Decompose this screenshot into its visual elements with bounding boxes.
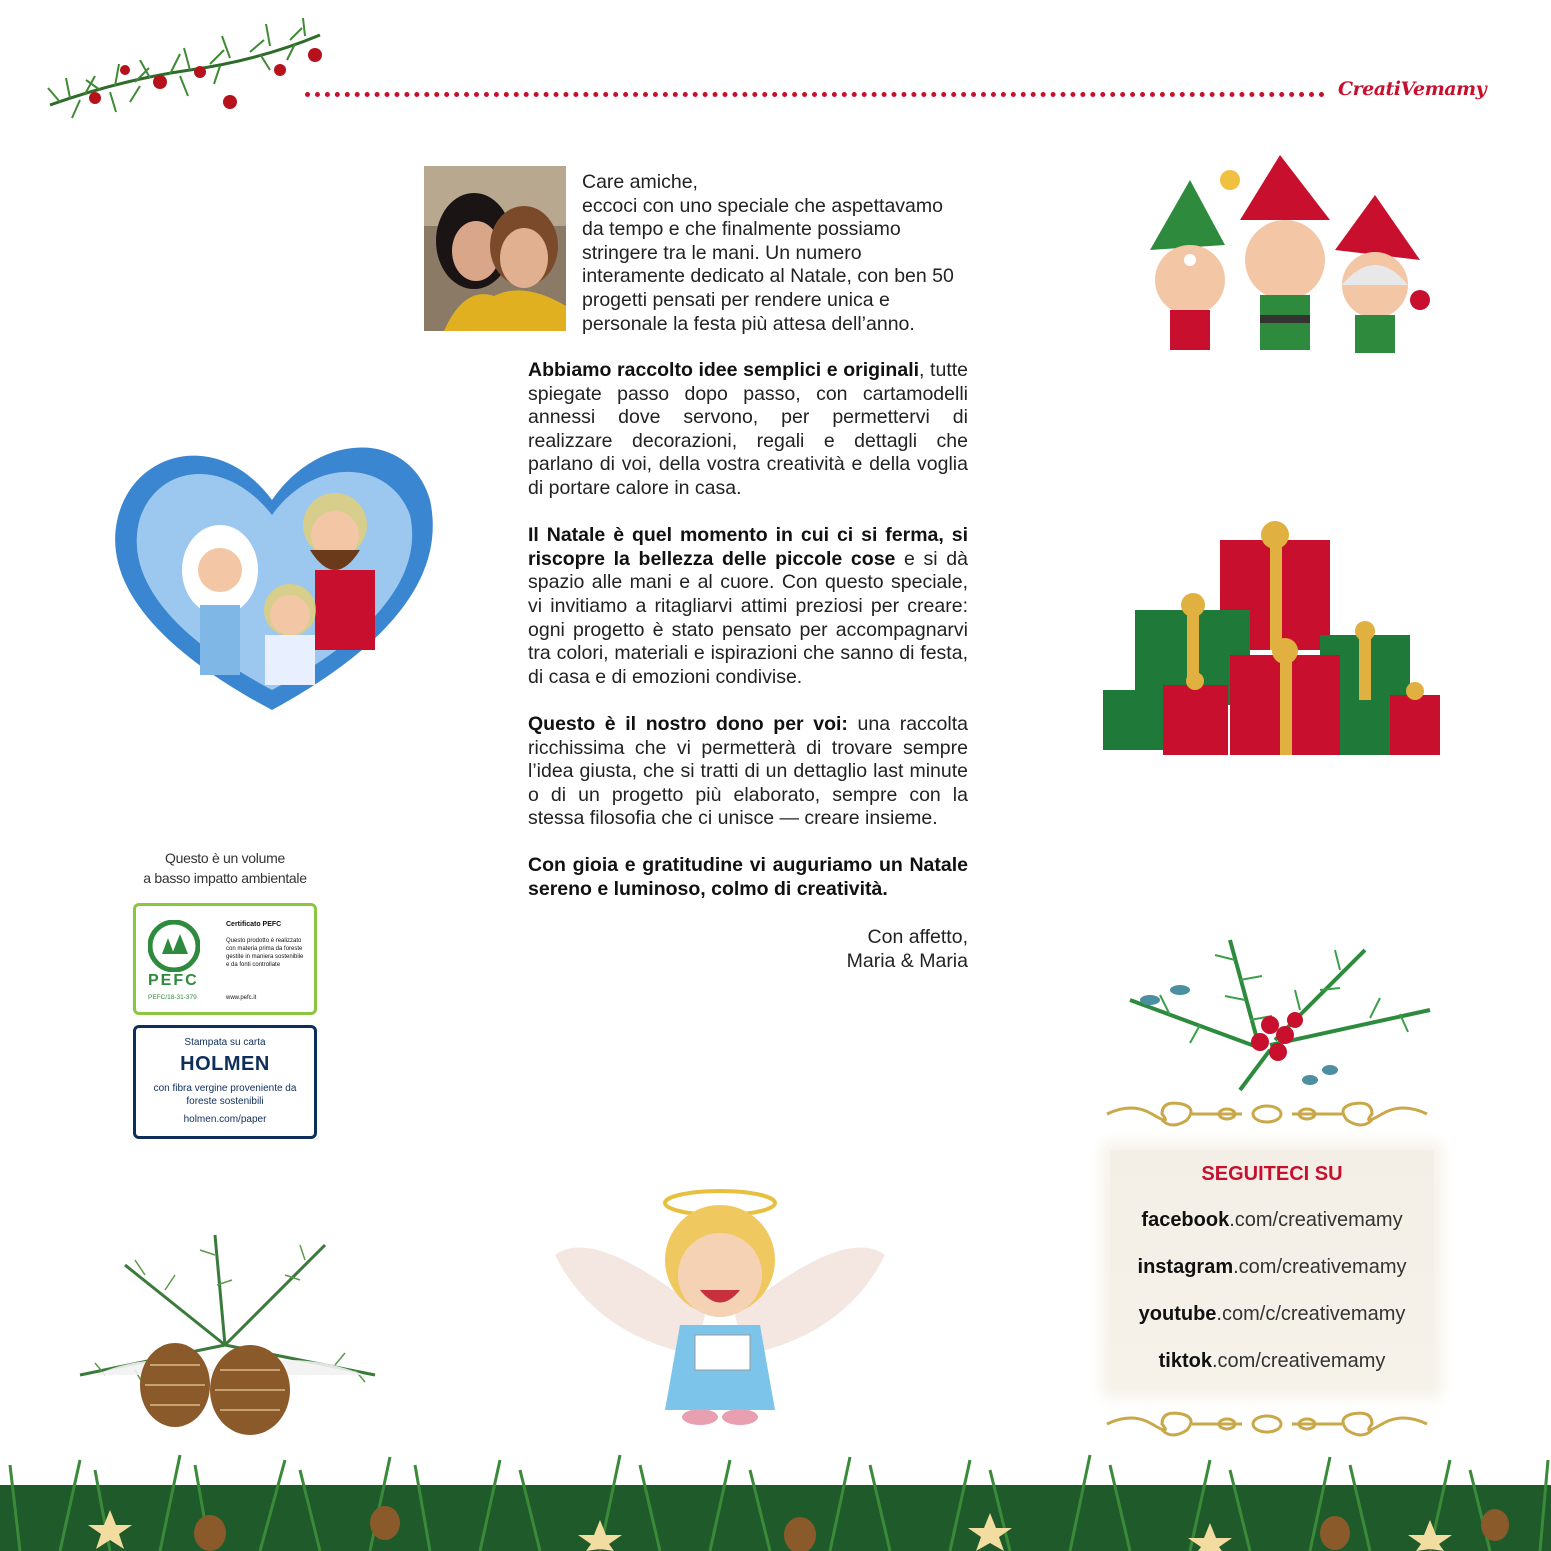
pine-border-icon: [0, 1445, 1551, 1551]
paragraph: [528, 854, 968, 901]
elves-icon: [1130, 150, 1440, 370]
social-link-path: .com/creativemamy: [1211, 1350, 1386, 1372]
social-link-name: instagram: [1137, 1256, 1234, 1278]
social-link-path: .com/c/creativemamy: [1216, 1303, 1406, 1325]
pefc-code: PEFC/18-31-379: [148, 994, 197, 1001]
pefc-cert-title: Certificato PEFC: [226, 921, 282, 928]
signoff-line: Con affetto,: [867, 926, 968, 948]
facebook-link[interactable]: [1110, 1209, 1434, 1232]
paragraph-text: una raccolta ricchissima che vi permetterà di trovare sempre l’idea giusta, che si tratti di un dettaglio last minute o di un progetto più elaborato, sempre con la stessa filosofia che ci unisce — creare insieme.: [528, 712, 969, 830]
holmen-wordmark: HOLMEN: [180, 1053, 270, 1075]
intro-paragraph: [582, 171, 968, 336]
youtube-link[interactable]: [1110, 1303, 1434, 1326]
brand-logo: CreatiVemamy: [1338, 78, 1487, 100]
holmen-url: holmen.com/paper: [183, 1114, 267, 1125]
pefc-badge: [133, 903, 317, 1015]
nativity-heart-icon: [100, 420, 445, 720]
paragraph: [528, 359, 968, 501]
holly-sprig-icon: [1110, 930, 1440, 1100]
instagram-link[interactable]: [1110, 1256, 1434, 1279]
pefc-wordmark: PEFC: [148, 972, 199, 989]
social-title: SEGUITECI SU: [1201, 1163, 1343, 1185]
social-panel: [1110, 1150, 1434, 1390]
signoff: [700, 925, 968, 973]
angel-icon: [555, 1185, 885, 1435]
holmen-line: Stampata su carta: [184, 1037, 266, 1048]
intro-text: eccoci con uno speciale che aspettavamo da tempo e che finalmente possiamo stringere tra le mani. Un numero interamente dedicato al Natale, con ben 50 progetti pensati per rendere unica e personale la festa più attesa dell’anno.: [582, 194, 954, 335]
paragraph: [528, 713, 968, 831]
garland-icon: [40, 10, 330, 130]
pinecones-icon: [65, 1225, 390, 1435]
holmen-line: con fibra vergine proveniente da foreste sostenibili: [153, 1083, 297, 1107]
tiktok-link[interactable]: [1110, 1350, 1434, 1373]
pefc-url: www.pefc.it: [226, 995, 257, 1001]
gift-boxes-icon: [1095, 515, 1445, 760]
paragraph-lead: Abbiamo raccolto idee semplici e originali: [528, 359, 920, 381]
greeting: Care amiche,: [582, 171, 698, 193]
paragraph: [528, 524, 968, 689]
flourish-divider-icon: [1102, 1402, 1432, 1444]
social-link-name: tiktok: [1158, 1350, 1212, 1372]
flourish-divider-icon: [1102, 1092, 1432, 1134]
eco-note-line: a basso impatto ambientale: [143, 870, 307, 886]
paragraph-lead: Il Natale è quel momento in cui ci si ferma, si riscopre la bellezza delle piccole cose: [528, 524, 968, 570]
paragraph-text: , tutte spiegate passo dopo passo, con cartamodelli annessi dove servono, per permettervi di realizzare decorazioni, regali e dettagli che parlano di voi, della vostra creatività e della voglia di portare calore in casa.: [528, 359, 968, 499]
social-link-path: .com/creativemamy: [1233, 1256, 1407, 1278]
holmen-badge: [133, 1025, 317, 1139]
social-link-path: .com/creativemamy: [1229, 1209, 1403, 1231]
authors-photo: [424, 166, 566, 331]
paragraph-text: e si dà spazio alle mani e al cuore. Con questo speciale, vi invitiamo a ritagliarvi attimi preziosi per creare: ogni progetto è stato pensato per accompagnarvi tra colori, materiali e ispirazioni che sanno di festa, di casa e di emozioni condivise.: [528, 547, 968, 688]
paragraph-lead: Questo è il nostro dono per voi:: [528, 712, 848, 735]
letter-body: [528, 359, 968, 925]
pefc-cert-text: Questo prodotto è realizzato con materia prima da foreste gestite in maniera sostenibile e da fonti controllate: [226, 938, 304, 968]
paragraph-lead: Con gioia e gratitudine vi auguriamo un Natale sereno e luminoso, colmo di creatività.: [528, 854, 968, 901]
social-link-name: youtube: [1138, 1303, 1217, 1325]
dotted-divider: [305, 92, 1325, 101]
social-link-name: facebook: [1141, 1209, 1230, 1231]
eco-note-line: Questo è un volume: [165, 850, 285, 866]
pefc-tree-icon: [148, 920, 200, 972]
signature: Maria & Maria: [846, 950, 968, 972]
eco-note: [130, 848, 320, 888]
